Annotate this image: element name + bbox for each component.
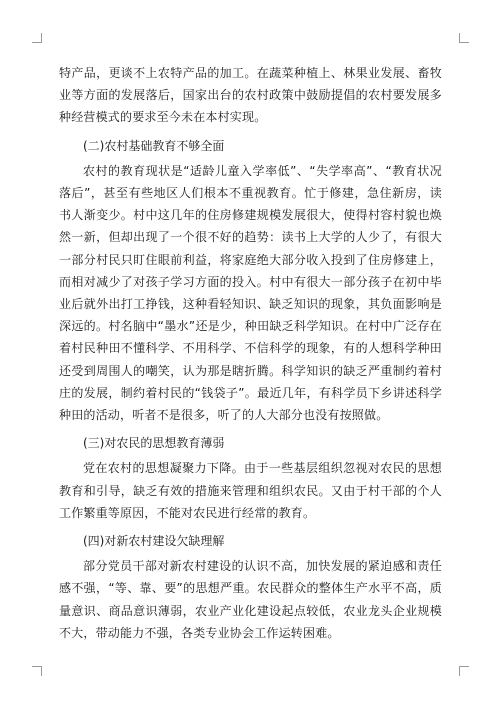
crop-mark-top-right xyxy=(459,33,469,43)
section-heading-ideology: (三)对农民的思想教育薄弱 xyxy=(83,436,225,451)
paragraph-new-countryside: 部分党员干部对新农村建设的认识不高，加快发展的紧迫感和责任感不强，“等、靠、要”的思想严重。农民群众的整体生产水平不高，质量意识、商品意识薄弱，农业产业化建设起点较低，农业龙头企业规模不大，带动能力不强，各类专业协会工作运转困难。 xyxy=(59,559,442,640)
crop-mark-bottom-right xyxy=(459,666,469,676)
section-heading-new-countryside: (四)对新农村建设欠缺理解 xyxy=(83,534,225,549)
paragraph-ideology: 党在农村的思想凝聚力下降。由于一些基层组织忽视对农民的思想教育和引导，缺乏有效的措施来管理和组织农民。又由于村干部的个人工作繁重等原因，不能对农民进行经常的教育。 xyxy=(59,461,442,520)
section-heading-education: (二)农村基础教育不够全面 xyxy=(83,138,225,153)
paragraph-education: 农村的教育现状是“适龄儿童入学率低”、“失学率高”、“教育状况落后”，甚至有些地区人们根本不重视教育。忙于修建，急住新房，读书人渐变少。村中这几年的住房修建规模发展很大，使得村容村貌也焕然一新，但却出现了一个很不好的趋势：读书上大学的人少了，有很大一部分村民只盯住眼前利益，将家庭绝大部分收入投到了住房修建上，而相对减少了对孩子学习方面的投入。村中有很大一部分孩子在初中毕业后就外出打工挣钱，这种看轻知识、缺乏知识的现象，其负面影响是深远的。村名脑中“墨水”还是少，种田缺乏科学知识。在村中广泛存在着村民种田不懂科学、不用科学、不信科学的现象，有的人想科学种田还受到周围人的嘲笑，认为那是瞎折腾。科学知识的缺乏严重制约着村庄的发展，制约着村民的“钱袋子”。最近几年，有科学员下乡讲述科学种田的活动，听者不是很多，听了的人大部分也没有按照做。 xyxy=(59,163,442,423)
document-body xyxy=(59,62,442,644)
crop-mark-top-left xyxy=(32,33,42,43)
paragraph-continuation: 特产品，更谈不上农特产品的加工。在蔬菜种植上、林果业发展、畜牧业等方面的发展落后，国家出台的农村政策中鼓励提倡的农村要发展多种经营模式的要求至今未在本村实现。 xyxy=(59,66,442,125)
crop-mark-bottom-left xyxy=(32,666,42,676)
